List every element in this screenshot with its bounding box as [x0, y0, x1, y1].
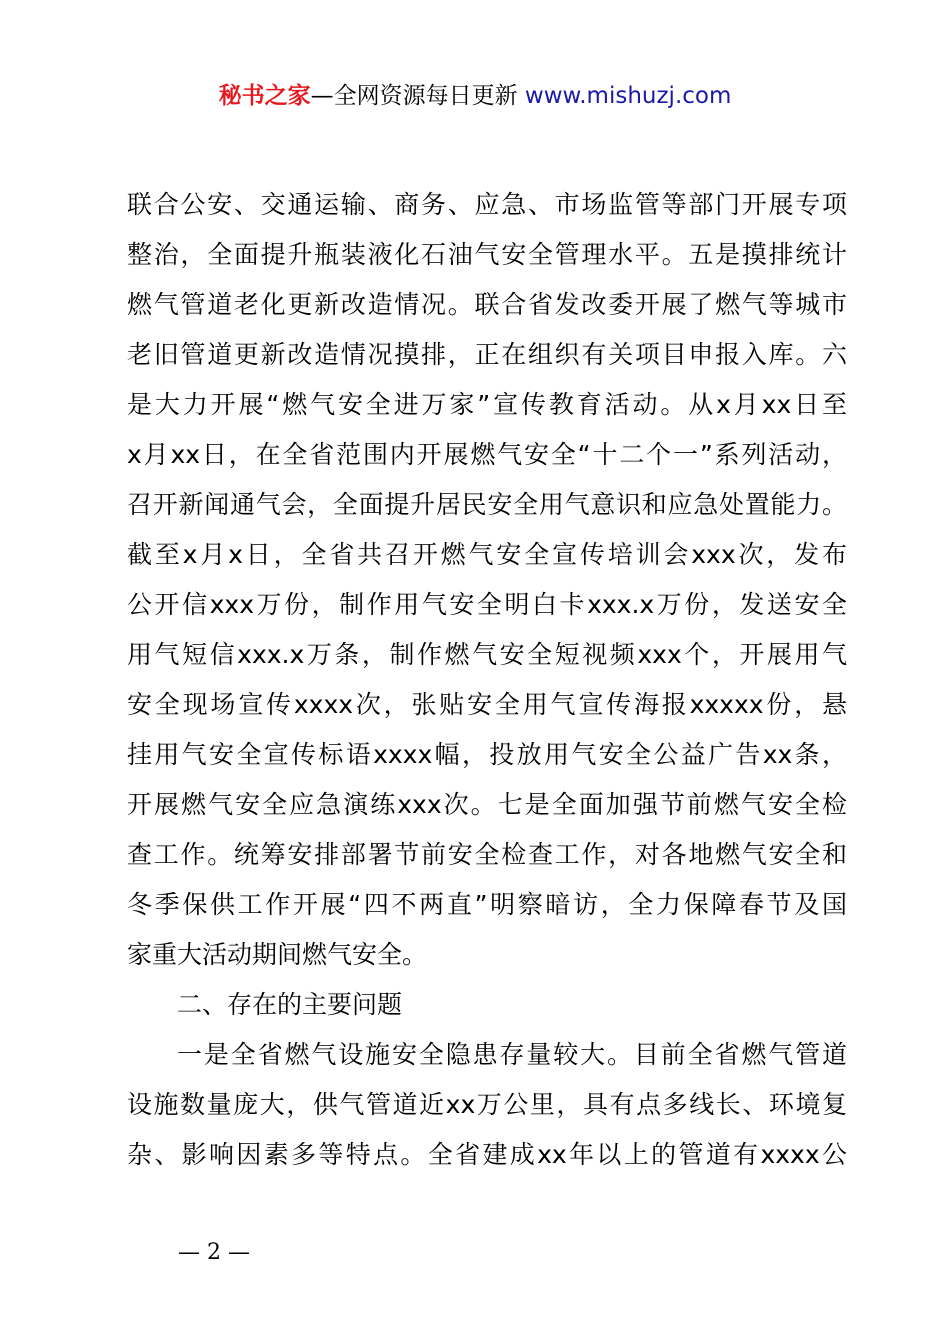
text-line: 召开新闻通气会，全面提升居民安全用气意识和应急处置能力。 [127, 490, 847, 519]
page-header [0, 80, 950, 112]
document-body [127, 180, 847, 1180]
text-line: 老旧管道更新改造情况摸排，正在组织有关项目申报入库。六 [127, 340, 847, 369]
text-line: 杂、影响因素多等特点。全省建成xx年以上的管道有xxxx公 [127, 1140, 847, 1169]
text-line: 开展燃气安全应急演练xxx次。七是全面加强节前燃气安全检 [127, 790, 847, 819]
text-line: 用气短信xxx.x万条，制作燃气安全短视频xxx个，开展用气 [127, 640, 847, 669]
text-line: 挂用气安全宣传标语xxxx幅，投放用气安全公益广告xx条， [127, 740, 847, 769]
text-line: 整治，全面提升瓶装液化石油气安全管理水平。五是摸排统计 [127, 240, 847, 269]
text-line: 冬季保供工作开展“四不两直”明察暗访，全力保障春节及国 [127, 890, 847, 919]
text-line: x月xx日，在全省范围内开展燃气安全“十二个一”系列活动， [127, 440, 847, 469]
site-url[interactable]: www.mishuzj.com [524, 83, 732, 109]
text-line: 截至x月x日，全省共召开燃气安全宣传培训会xxx次，发布 [127, 540, 847, 569]
text-line: 公开信xxx万份，制作用气安全明白卡xxx.x万份，发送安全 [127, 590, 847, 619]
text-line: 联合公安、交通运输、商务、应急、市场监管等部门开展专项 [127, 190, 847, 219]
page-number: — 2 — [178, 1240, 250, 1265]
site-brand: 秘书之家 [218, 83, 311, 109]
text-line: 安全现场宣传xxxx次，张贴安全用气宣传海报xxxxx份，悬 [127, 690, 847, 719]
text-line: 一是全省燃气设施安全隐患存量较大。目前全省燃气管道 [177, 1040, 847, 1069]
text-line: 查工作。统筹安排部署节前安全检查工作，对各地燃气安全和 [127, 840, 847, 869]
text-line: 设施数量庞大，供气管道近xx万公里，具有点多线长、环境复 [127, 1090, 847, 1119]
site-tagline: —全网资源每日更新 [310, 83, 518, 109]
section-heading: 二、存在的主要问题 [177, 990, 403, 1019]
text-line: 是大力开展“燃气安全进万家”宣传教育活动。从x月xx日至 [127, 390, 847, 419]
text-line: 家重大活动期间燃气安全。 [127, 940, 428, 969]
text-line: 燃气管道老化更新改造情况。联合省发改委开展了燃气等城市 [127, 290, 847, 319]
